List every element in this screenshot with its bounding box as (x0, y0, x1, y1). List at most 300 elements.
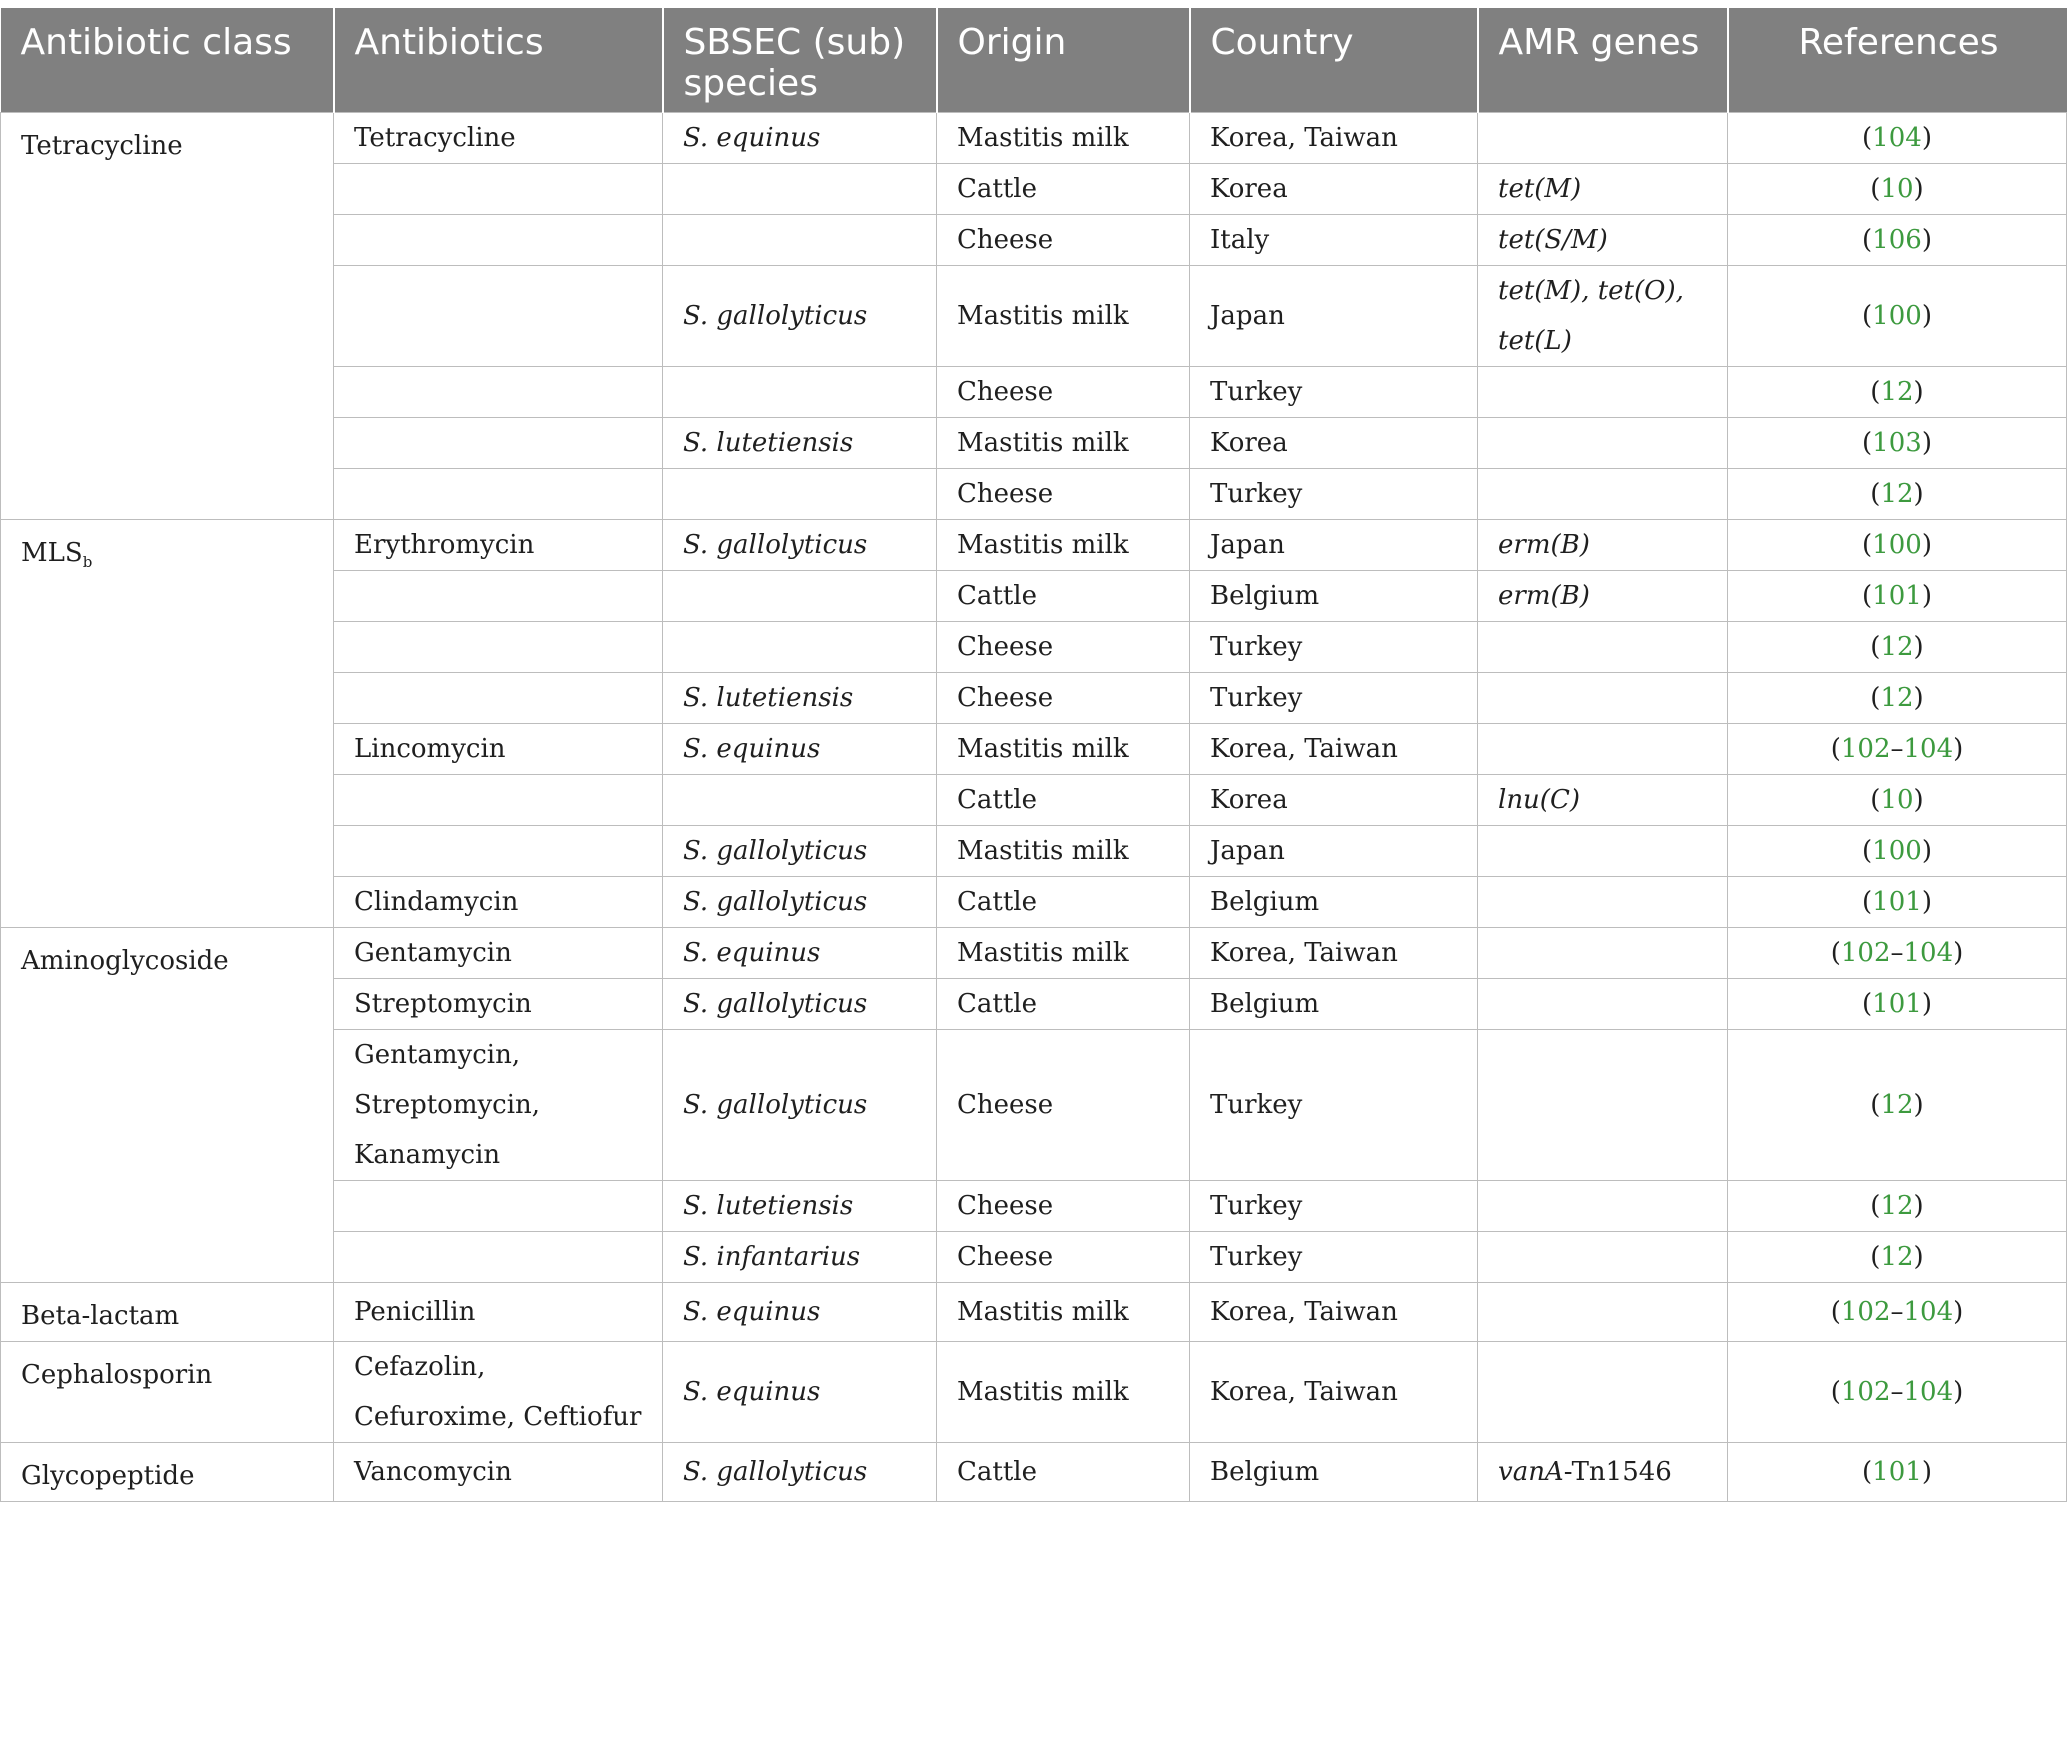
country-text: Belgium (1210, 581, 1320, 611)
cell-origin (937, 1030, 1190, 1181)
reference-link[interactable]: 104 (1903, 1297, 1954, 1327)
ref-paren-close: ) (1913, 377, 1924, 407)
species-text: S. equinus (683, 734, 821, 764)
reference-link[interactable]: 100 (1872, 836, 1922, 866)
cell-references (1728, 1232, 2067, 1283)
header-cell: Antibiotic class (1, 8, 334, 113)
reference-link[interactable]: 100 (1872, 301, 1922, 331)
reference-link[interactable]: 101 (1872, 887, 1922, 917)
ref-paren-close: ) (1921, 836, 1932, 866)
cell-antibiotics (334, 520, 663, 571)
cell-species (663, 877, 937, 928)
species-text: S. gallolyticus (683, 887, 868, 917)
antibiotic-class-text: Beta-lactam (21, 1301, 180, 1331)
reference-link[interactable]: 100 (1872, 530, 1922, 560)
ref-paren-close: ) (1953, 938, 1964, 968)
antibiotics-text: Clindamycin (354, 887, 519, 917)
cell-antibiotic-class (1, 113, 334, 520)
origin-text: Mastitis milk (957, 938, 1129, 968)
origin-text: Cheese (957, 377, 1054, 407)
cell-antibiotics (334, 418, 663, 469)
origin-text: Cheese (957, 479, 1054, 509)
cell-antibiotic-class (1, 928, 334, 1283)
cell-origin (937, 266, 1190, 367)
cell-species (663, 266, 937, 367)
ref-paren-close: ) (1953, 1377, 1964, 1407)
reference-link[interactable]: 102 (1840, 1297, 1891, 1327)
ref-paren-close: ) (1913, 785, 1924, 815)
header-row (1, 8, 2067, 113)
cell-amr-genes (1478, 622, 1728, 673)
ref-paren-close: ) (1921, 301, 1932, 331)
country-text: Turkey (1210, 377, 1303, 407)
origin-text: Cheese (957, 225, 1054, 255)
cell-country (1190, 266, 1478, 367)
cell-amr-genes (1478, 673, 1728, 724)
cell-antibiotics (334, 571, 663, 622)
reference-link[interactable]: 104 (1903, 734, 1954, 764)
cell-references (1728, 1283, 2067, 1342)
reference-link[interactable]: 101 (1872, 1457, 1922, 1487)
cell-country (1190, 1181, 1478, 1232)
reference-link[interactable]: 101 (1872, 581, 1922, 611)
table-row (1, 1342, 2067, 1443)
reference-link[interactable]: 10 (1880, 785, 1914, 815)
ref-paren-open: ( (1830, 1377, 1841, 1407)
cell-species (663, 1232, 937, 1283)
ref-paren-close: ) (1953, 734, 1964, 764)
cell-references (1728, 928, 2067, 979)
cell-amr-genes (1478, 1342, 1728, 1443)
cell-amr-genes (1478, 469, 1728, 520)
cell-amr-genes (1478, 113, 1728, 164)
cell-references (1728, 520, 2067, 571)
cell-origin (937, 1283, 1190, 1342)
cell-amr-genes (1478, 1443, 1728, 1502)
reference-link[interactable]: 12 (1880, 479, 1914, 509)
cell-species (663, 1342, 937, 1443)
origin-text: Cattle (957, 581, 1037, 611)
amr-genes-text: lnu(C) (1498, 785, 1580, 815)
country-text: Japan (1210, 530, 1285, 560)
cell-origin (937, 1342, 1190, 1443)
ref-paren-open: ( (1862, 301, 1873, 331)
origin-text: Cheese (957, 1090, 1054, 1120)
amr-genes-text: erm(B) (1498, 581, 1590, 611)
country-text: Belgium (1210, 989, 1320, 1019)
header-cell: References (1728, 8, 2067, 113)
ref-paren-close: ) (1913, 632, 1924, 662)
antibiotics-text: Gentamycin, Streptomycin, Kanamycin (354, 1040, 541, 1170)
amr-genes-text: erm(B) (1498, 530, 1590, 560)
species-text: S. equinus (683, 938, 821, 968)
ref-paren-open: ( (1830, 938, 1841, 968)
species-text: S. lutetiensis (683, 1191, 854, 1221)
cell-origin (937, 673, 1190, 724)
cell-country (1190, 571, 1478, 622)
reference-link[interactable]: 101 (1872, 989, 1922, 1019)
cell-amr-genes (1478, 1283, 1728, 1342)
antibiotics-text: Gentamycin (354, 938, 512, 968)
reference-link[interactable]: 104 (1903, 938, 1954, 968)
cell-references (1728, 215, 2067, 266)
species-text: S. equinus (683, 123, 821, 153)
origin-text: Cattle (957, 785, 1037, 815)
cell-country (1190, 826, 1478, 877)
antibiotics-text: Tetracycline (354, 123, 516, 153)
table-body (1, 113, 2067, 1502)
cell-species (663, 622, 937, 673)
origin-text: Cheese (957, 683, 1054, 713)
ref-paren-open: ( (1862, 887, 1873, 917)
cell-origin (937, 469, 1190, 520)
cell-antibiotics (334, 1030, 663, 1181)
origin-text: Mastitis milk (957, 836, 1129, 866)
cell-origin (937, 215, 1190, 266)
cell-antibiotics (334, 979, 663, 1030)
cell-antibiotics (334, 215, 663, 266)
cell-country (1190, 520, 1478, 571)
ref-paren-open: ( (1870, 479, 1881, 509)
ref-paren-close: ) (1953, 1297, 1964, 1327)
species-text: S. gallolyticus (683, 301, 868, 331)
cell-country (1190, 418, 1478, 469)
cell-species (663, 775, 937, 826)
ref-paren-close: ) (1913, 174, 1924, 204)
country-text: Turkey (1210, 1191, 1303, 1221)
cell-amr-genes (1478, 979, 1728, 1030)
origin-text: Cattle (957, 989, 1037, 1019)
antibiotics-text: Penicillin (354, 1297, 476, 1327)
ref-paren-close: ) (1921, 428, 1932, 458)
cell-antibiotics (334, 673, 663, 724)
country-text: Japan (1210, 301, 1285, 331)
header-cell: AMR genes (1478, 8, 1728, 113)
cell-country (1190, 1342, 1478, 1443)
cell-country (1190, 1030, 1478, 1181)
cell-antibiotic-class (1, 1342, 334, 1443)
cell-origin (937, 775, 1190, 826)
cell-antibiotics (334, 266, 663, 367)
ref-dash: – (1890, 734, 1904, 764)
species-text: S. gallolyticus (683, 836, 868, 866)
amr-genes-text: tet(M) (1498, 174, 1582, 204)
cell-antibiotics (334, 164, 663, 215)
ref-paren-open: ( (1830, 734, 1841, 764)
cell-species (663, 1030, 937, 1181)
reference-link[interactable]: 12 (1880, 1090, 1914, 1120)
cell-species (663, 673, 937, 724)
amr-table (0, 8, 2067, 1502)
country-text: Turkey (1210, 1242, 1303, 1272)
cell-antibiotics (334, 1283, 663, 1342)
cell-species (663, 979, 937, 1030)
cell-country (1190, 469, 1478, 520)
cell-references (1728, 622, 2067, 673)
reference-link[interactable]: 12 (1880, 1242, 1914, 1272)
ref-paren-open: ( (1862, 428, 1873, 458)
reference-link[interactable]: 104 (1903, 1377, 1954, 1407)
cell-country (1190, 673, 1478, 724)
cell-species (663, 1443, 937, 1502)
cell-amr-genes (1478, 266, 1728, 367)
species-text: S. equinus (683, 1297, 821, 1327)
ref-paren-open: ( (1870, 683, 1881, 713)
table-row (1, 520, 2067, 571)
cell-antibiotics (334, 622, 663, 673)
antibiotics-text: Cefazolin, Cefuroxime, Ceftiofur (354, 1352, 642, 1432)
ref-paren-close: ) (1921, 123, 1932, 153)
reference-link[interactable]: 12 (1880, 683, 1914, 713)
ref-paren-close: ) (1913, 479, 1924, 509)
country-text: Belgium (1210, 1457, 1320, 1487)
origin-text: Mastitis milk (957, 301, 1129, 331)
cell-species (663, 164, 937, 215)
ref-paren-close: ) (1913, 1191, 1924, 1221)
ref-dash: – (1890, 1297, 1904, 1327)
amr-gene-suffix: -Tn1546 (1563, 1457, 1672, 1487)
cell-references (1728, 1443, 2067, 1502)
cell-amr-genes (1478, 367, 1728, 418)
cell-species (663, 469, 937, 520)
cell-species (663, 571, 937, 622)
species-text: S. gallolyticus (683, 1090, 868, 1120)
cell-antibiotics (334, 928, 663, 979)
species-text: S. lutetiensis (683, 683, 854, 713)
amr-genes-text: tet(S/M) (1498, 225, 1608, 255)
cell-country (1190, 928, 1478, 979)
ref-paren-close: ) (1921, 225, 1932, 255)
cell-amr-genes (1478, 1030, 1728, 1181)
cell-origin (937, 622, 1190, 673)
cell-species (663, 113, 937, 164)
cell-origin (937, 520, 1190, 571)
cell-origin (937, 113, 1190, 164)
country-text: Turkey (1210, 632, 1303, 662)
reference-link[interactable]: 10 (1880, 174, 1914, 204)
origin-text: Mastitis milk (957, 734, 1129, 764)
cell-references (1728, 367, 2067, 418)
cell-origin (937, 826, 1190, 877)
cell-country (1190, 1232, 1478, 1283)
cell-antibiotics (334, 1443, 663, 1502)
cell-country (1190, 1283, 1478, 1342)
ref-paren-open: ( (1870, 377, 1881, 407)
country-text: Korea (1210, 428, 1288, 458)
species-text: S. gallolyticus (683, 1457, 868, 1487)
cell-references (1728, 266, 2067, 367)
cell-amr-genes (1478, 928, 1728, 979)
origin-text: Cheese (957, 632, 1054, 662)
cell-amr-genes (1478, 571, 1728, 622)
cell-antibiotic-class (1, 520, 334, 928)
cell-antibiotics (334, 826, 663, 877)
cell-antibiotics (334, 1232, 663, 1283)
cell-antibiotics (334, 367, 663, 418)
ref-paren-open: ( (1870, 1191, 1881, 1221)
cell-species (663, 1181, 937, 1232)
species-text: S. equinus (683, 1377, 821, 1407)
cell-references (1728, 979, 2067, 1030)
cell-antibiotics (334, 724, 663, 775)
cell-country (1190, 113, 1478, 164)
ref-paren-open: ( (1862, 225, 1873, 255)
amr-genes-text: tet(M), tet(O), tet(L) (1498, 276, 1684, 356)
cell-amr-genes (1478, 520, 1728, 571)
cell-species (663, 928, 937, 979)
cell-antibiotic-class (1, 1443, 334, 1502)
ref-paren-open: ( (1870, 1090, 1881, 1120)
country-text: Korea (1210, 785, 1288, 815)
cell-country (1190, 1443, 1478, 1502)
header-cell: Origin (937, 8, 1190, 113)
origin-text: Cattle (957, 1457, 1037, 1487)
ref-paren-open: ( (1870, 1242, 1881, 1272)
cell-references (1728, 724, 2067, 775)
header-cell: Antibiotics (334, 8, 663, 113)
ref-paren-close: ) (1921, 1457, 1932, 1487)
reference-link[interactable]: 102 (1840, 938, 1891, 968)
country-text: Turkey (1210, 479, 1303, 509)
cell-amr-genes (1478, 877, 1728, 928)
table-row (1, 113, 2067, 164)
cell-references (1728, 164, 2067, 215)
cell-antibiotics (334, 1342, 663, 1443)
cell-references (1728, 571, 2067, 622)
cell-country (1190, 164, 1478, 215)
reference-link[interactable]: 12 (1880, 632, 1914, 662)
cell-origin (937, 1181, 1190, 1232)
cell-origin (937, 418, 1190, 469)
cell-amr-genes (1478, 1232, 1728, 1283)
ref-dash: – (1890, 1377, 1904, 1407)
cell-amr-genes (1478, 164, 1728, 215)
reference-link[interactable]: 12 (1880, 1191, 1914, 1221)
origin-text: Mastitis milk (957, 530, 1129, 560)
origin-text: Mastitis milk (957, 1297, 1129, 1327)
cell-amr-genes (1478, 418, 1728, 469)
reference-link[interactable]: 102 (1840, 1377, 1891, 1407)
antibiotics-text: Streptomycin (354, 989, 532, 1019)
country-text: Japan (1210, 836, 1285, 866)
origin-text: Cattle (957, 887, 1037, 917)
cell-origin (937, 367, 1190, 418)
cell-references (1728, 469, 2067, 520)
cell-origin (937, 928, 1190, 979)
cell-origin (937, 724, 1190, 775)
cell-species (663, 724, 937, 775)
cell-species (663, 215, 937, 266)
cell-references (1728, 1030, 2067, 1181)
cell-origin (937, 571, 1190, 622)
antibiotics-text: Erythromycin (354, 530, 535, 560)
cell-species (663, 520, 937, 571)
cell-antibiotic-class (1, 1283, 334, 1342)
ref-paren-open: ( (1870, 174, 1881, 204)
cell-references (1728, 113, 2067, 164)
country-text: Italy (1210, 225, 1270, 255)
country-text: Korea, Taiwan (1210, 1297, 1398, 1327)
reference-link[interactable]: 103 (1872, 428, 1922, 458)
cell-country (1190, 877, 1478, 928)
cell-country (1190, 215, 1478, 266)
cell-origin (937, 164, 1190, 215)
cell-country (1190, 979, 1478, 1030)
country-text: Korea, Taiwan (1210, 734, 1398, 764)
cell-antibiotics (334, 1181, 663, 1232)
species-text: S. gallolyticus (683, 530, 868, 560)
country-text: Korea, Taiwan (1210, 1377, 1398, 1407)
ref-paren-close: ) (1913, 1242, 1924, 1272)
ref-paren-open: ( (1870, 785, 1881, 815)
cell-references (1728, 877, 2067, 928)
cell-species (663, 367, 937, 418)
cell-antibiotics (334, 877, 663, 928)
cell-origin (937, 979, 1190, 1030)
ref-dash: – (1890, 938, 1904, 968)
cell-amr-genes (1478, 826, 1728, 877)
reference-link[interactable]: 106 (1872, 225, 1922, 255)
reference-link[interactable]: 102 (1840, 734, 1891, 764)
country-text: Korea, Taiwan (1210, 123, 1398, 153)
cell-references (1728, 1342, 2067, 1443)
ref-paren-open: ( (1862, 530, 1873, 560)
ref-paren-close: ) (1921, 989, 1932, 1019)
cell-amr-genes (1478, 1181, 1728, 1232)
country-text: Turkey (1210, 683, 1303, 713)
country-text: Korea, Taiwan (1210, 938, 1398, 968)
cell-amr-genes (1478, 724, 1728, 775)
cell-references (1728, 1181, 2067, 1232)
header-cell: SBSEC (sub) species (663, 8, 937, 113)
origin-text: Mastitis milk (957, 428, 1129, 458)
reference-link[interactable]: 104 (1872, 123, 1922, 153)
cell-antibiotics (334, 113, 663, 164)
antibiotic-class-text: Tetracycline (21, 131, 183, 161)
header-cell: Country (1190, 8, 1478, 113)
origin-text: Cheese (957, 1191, 1054, 1221)
cell-species (663, 826, 937, 877)
antibiotic-class-subscript: b (82, 553, 93, 572)
species-text: S. infantarius (683, 1242, 861, 1272)
cell-references (1728, 418, 2067, 469)
cell-antibiotics (334, 469, 663, 520)
antibiotic-class-text: Cephalosporin (21, 1360, 213, 1390)
ref-paren-close: ) (1921, 530, 1932, 560)
cell-amr-genes (1478, 215, 1728, 266)
cell-country (1190, 724, 1478, 775)
table-row (1, 1443, 2067, 1502)
cell-origin (937, 1232, 1190, 1283)
antibiotics-text: Lincomycin (354, 734, 506, 764)
reference-link[interactable]: 12 (1880, 377, 1914, 407)
table-row (1, 1283, 2067, 1342)
ref-paren-open: ( (1830, 1297, 1841, 1327)
cell-antibiotics (334, 775, 663, 826)
origin-text: Cheese (957, 1242, 1054, 1272)
antibiotics-text: Vancomycin (354, 1457, 512, 1487)
ref-paren-close: ) (1913, 683, 1924, 713)
cell-country (1190, 622, 1478, 673)
ref-paren-close: ) (1921, 581, 1932, 611)
ref-paren-open: ( (1862, 1457, 1873, 1487)
ref-paren-close: ) (1913, 1090, 1924, 1120)
ref-paren-open: ( (1862, 581, 1873, 611)
antibiotic-class-text: Aminoglycoside (21, 946, 229, 976)
ref-paren-open: ( (1862, 989, 1873, 1019)
cell-species (663, 418, 937, 469)
country-text: Korea (1210, 174, 1288, 204)
